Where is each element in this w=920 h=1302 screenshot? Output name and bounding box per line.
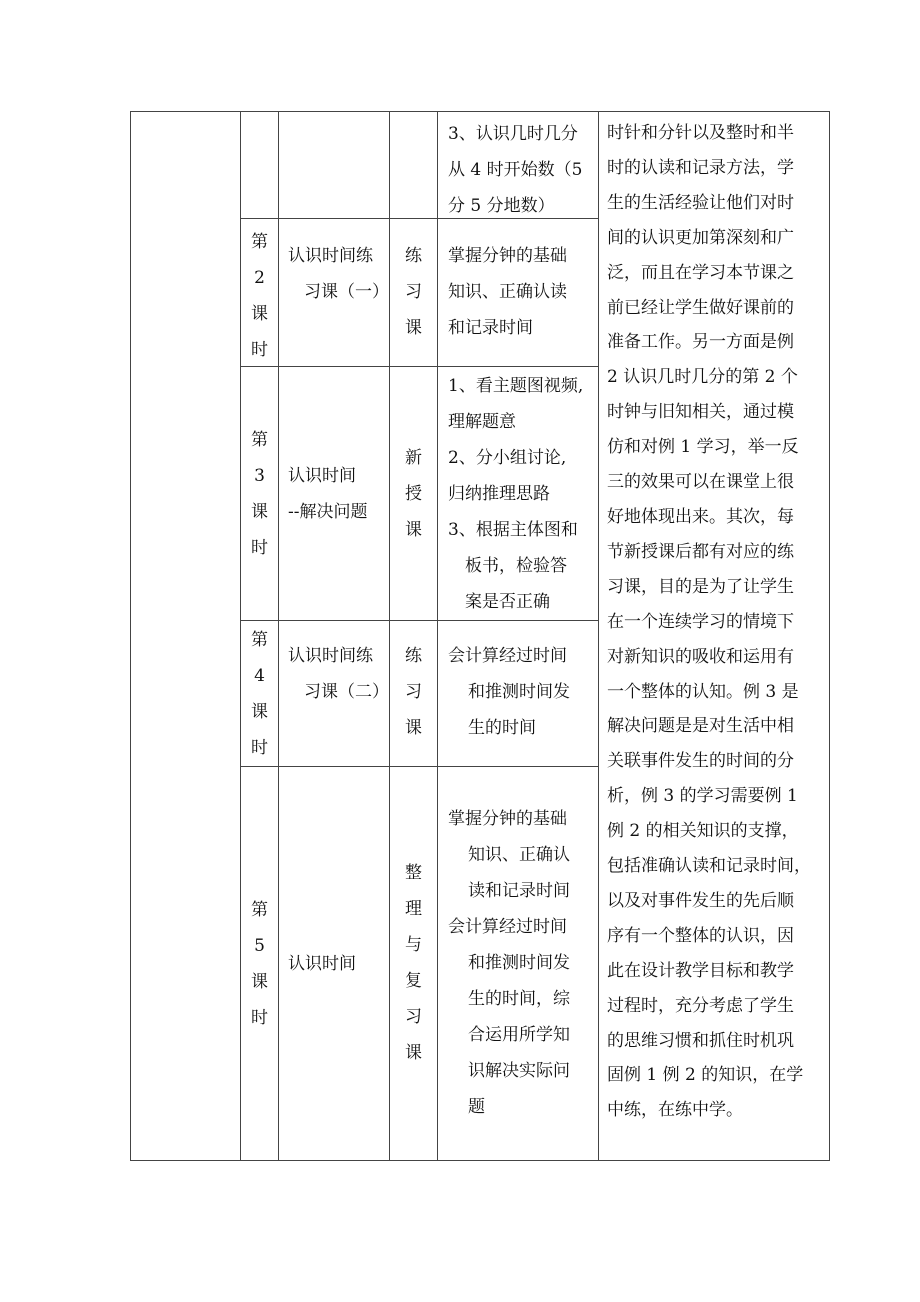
type-char: 课 xyxy=(405,1043,422,1063)
period-cell xyxy=(241,892,278,1036)
content-line: 掌握分钟的基础 xyxy=(448,246,567,266)
content-cell xyxy=(448,801,570,1125)
period-cell xyxy=(241,422,278,566)
analysis-line: 2 认识几时几分的第 2 个 xyxy=(607,367,798,388)
title-line: 习课（二） xyxy=(304,682,389,702)
title-cell xyxy=(288,458,368,530)
analysis-line: 三的效果可以在课堂上很 xyxy=(607,472,794,493)
type-char: 习 xyxy=(405,282,422,302)
period-char: 2 xyxy=(254,268,265,288)
title-cell xyxy=(288,238,389,310)
period-char: 课 xyxy=(251,702,268,722)
analysis-line: 以及对事件发生的先后顺 xyxy=(607,890,794,911)
content-line: 识解决实际问 xyxy=(468,1061,570,1081)
content-line: 读和记录时间 xyxy=(468,881,570,901)
row-divider xyxy=(240,366,598,367)
analysis-line: 仿和对例 1 学习，举一反 xyxy=(607,437,799,458)
column-divider xyxy=(278,111,279,1161)
type-char: 课 xyxy=(405,718,422,738)
type-cell xyxy=(390,440,437,548)
title-line: 认识时间练 xyxy=(288,646,373,666)
analysis-cell xyxy=(607,116,823,1128)
title-line: 认识时间练 xyxy=(288,246,373,266)
content-line: 和推测时间发 xyxy=(468,953,570,973)
content-line: 和推测时间发 xyxy=(468,682,570,702)
analysis-line: 对新知识的吸收和运用有 xyxy=(607,646,794,667)
period-char: 课 xyxy=(251,304,268,324)
analysis-line: 此在设计教学目标和教学 xyxy=(607,960,794,981)
content-line: 归纳推理思路 xyxy=(448,484,550,504)
analysis-line: 包括准确认读和记录时间， xyxy=(607,856,811,877)
analysis-line: 例 2 的相关知识的支撑， xyxy=(607,821,799,842)
analysis-line: 时钟与旧知相关，通过模 xyxy=(607,402,794,423)
type-char: 整 xyxy=(405,863,422,883)
period-char: 时 xyxy=(251,340,268,360)
period-cell xyxy=(241,224,278,368)
analysis-line: 解决问题是是对生活中相 xyxy=(607,716,794,737)
analysis-line: 泛，而且在学习本节课之 xyxy=(607,262,794,283)
analysis-line: 过程时，充分考虑了学生 xyxy=(607,995,794,1016)
analysis-line: 好地体现出来。其次，每 xyxy=(607,506,794,527)
content-line: 生的时间，综 xyxy=(468,989,570,1009)
analysis-line: 在一个连续学习的情境下 xyxy=(607,611,794,632)
title-line: 认识时间 xyxy=(288,466,356,486)
analysis-line: 固例 1 例 2 的知识，在学 xyxy=(607,1065,804,1086)
content-line: 3、认识几时几分 xyxy=(448,124,578,144)
type-char: 习 xyxy=(405,682,422,702)
analysis-line: 生的生活经验让他们对时 xyxy=(607,192,794,213)
content-line: 2、分小组讨论, xyxy=(448,448,567,468)
analysis-line: 节新授课后都有对应的练 xyxy=(607,541,794,562)
content-line: 知识、正确认读 xyxy=(448,282,567,302)
period-char: 第 xyxy=(251,900,268,920)
content-line: 题 xyxy=(468,1097,485,1117)
period-char: 第 xyxy=(251,232,268,252)
content-cell xyxy=(448,368,583,620)
period-char: 4 xyxy=(254,666,265,686)
content-line: 案是否正确 xyxy=(465,592,550,612)
period-char: 时 xyxy=(251,1008,268,1028)
title-line: 习课（一） xyxy=(304,282,389,302)
period-cell xyxy=(241,622,278,766)
content-line: 会计算经过时间 xyxy=(448,646,567,666)
period-char: 时 xyxy=(251,538,268,558)
period-char: 第 xyxy=(251,430,268,450)
content-line: 从 4 时开始数（5 xyxy=(448,160,583,180)
table-border-left xyxy=(130,111,131,1161)
period-char: 3 xyxy=(254,466,265,486)
content-line: 分 5 分地数） xyxy=(448,196,555,216)
content-cell xyxy=(448,116,582,224)
type-char: 授 xyxy=(405,484,422,504)
column-divider xyxy=(598,111,599,1161)
type-char: 与 xyxy=(405,935,422,955)
period-char: 课 xyxy=(251,972,268,992)
column-divider xyxy=(437,111,438,1161)
type-char: 课 xyxy=(405,318,422,338)
analysis-line: 前已经让学生做好课前的 xyxy=(607,297,794,318)
analysis-line: 析，例 3 的学习需要例 1 xyxy=(607,786,798,807)
type-cell xyxy=(390,638,437,746)
period-char: 第 xyxy=(251,630,268,650)
type-char: 复 xyxy=(405,971,422,991)
analysis-line: 的思维习惯和抓住时机巩 xyxy=(607,1030,794,1051)
type-char: 理 xyxy=(405,899,422,919)
content-line: 合运用所学知 xyxy=(468,1025,570,1045)
analysis-line: 时针和分针以及整时和半 xyxy=(607,123,794,143)
period-char: 5 xyxy=(254,936,265,956)
type-char: 练 xyxy=(405,246,422,266)
table-border-top xyxy=(130,111,830,112)
type-cell xyxy=(390,855,437,1071)
content-line: 会计算经过时间 xyxy=(448,917,567,937)
analysis-line: 中练，在练中学。 xyxy=(607,1100,743,1121)
type-cell xyxy=(390,238,437,346)
content-line: 和记录时间 xyxy=(448,318,533,338)
analysis-line: 准备工作。另一方面是例 xyxy=(607,332,794,353)
analysis-line: 习课，目的是为了让学生 xyxy=(607,576,794,597)
content-line: 板书，检验答 xyxy=(465,556,567,576)
type-char: 新 xyxy=(405,448,422,468)
content-cell xyxy=(448,638,570,746)
analysis-line: 关联事件发生的时间的分 xyxy=(607,751,794,772)
period-char: 时 xyxy=(251,738,268,758)
content-line: 生的时间 xyxy=(468,718,536,738)
type-char: 练 xyxy=(405,646,422,666)
type-char: 习 xyxy=(405,1007,422,1027)
row-divider xyxy=(240,620,598,621)
title-line: --解决问题 xyxy=(288,502,368,522)
table-border-bottom xyxy=(130,1160,830,1161)
analysis-line: 序有一个整体的认识，因 xyxy=(607,925,794,946)
content-line: 理解题意 xyxy=(448,412,516,432)
content-line: 知识、正确认 xyxy=(468,845,570,865)
title-cell xyxy=(288,638,389,710)
content-cell xyxy=(448,238,567,346)
analysis-line: 间的认识更加第深刻和广 xyxy=(607,227,794,248)
analysis-line: 时的认读和记录方法，学 xyxy=(607,157,794,178)
table-border-right xyxy=(829,111,830,1161)
period-char: 课 xyxy=(251,502,268,522)
content-line: 1、看主题图视频, xyxy=(448,376,584,396)
content-line: 3、根据主体图和 xyxy=(448,520,578,540)
title-line: 认识时间 xyxy=(288,954,356,974)
analysis-line: 一个整体的认知。例 3 是 xyxy=(607,681,799,702)
content-line: 掌握分钟的基础 xyxy=(448,809,567,829)
type-char: 课 xyxy=(405,520,422,540)
title-cell xyxy=(288,946,356,982)
row-divider xyxy=(240,766,598,767)
